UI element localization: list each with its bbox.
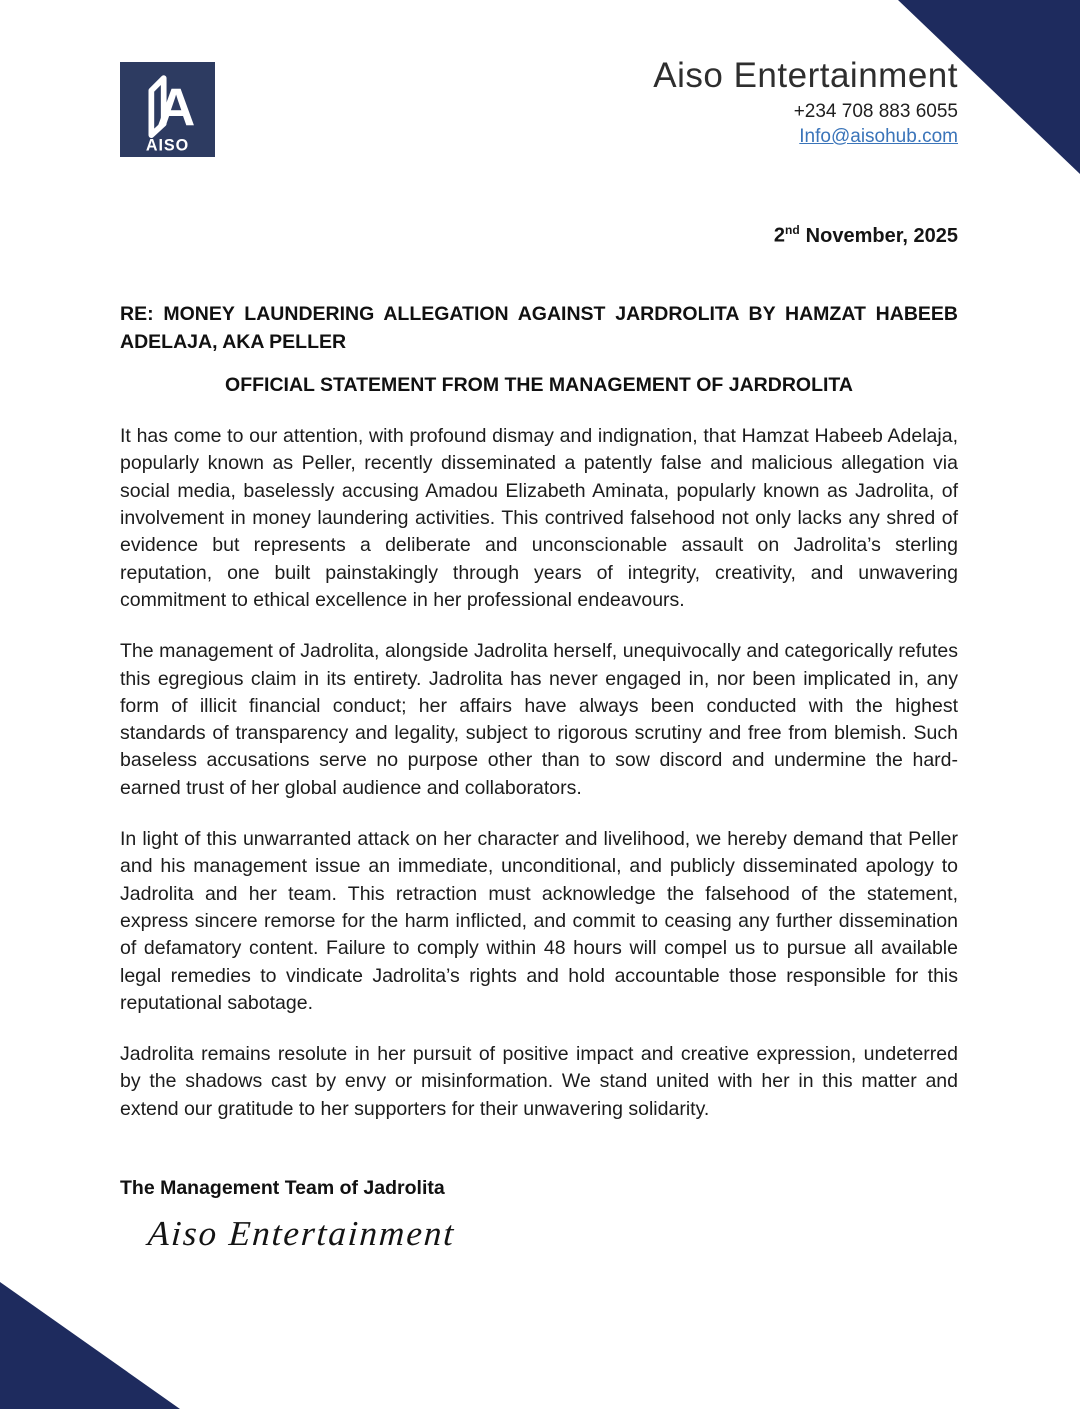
email-row — [653, 126, 958, 148]
logo-letter: A — [156, 78, 196, 138]
logo-wordmark: AISO — [145, 136, 190, 155]
signature-text: Aiso Entertainment — [146, 1214, 457, 1254]
subject-line: RE: MONEY LAUNDERING ALLEGATION AGAINST JARDROLITA BY HAMZAT HABEEB ADELAJA, AKA PELLER — [120, 302, 958, 353]
signature-row — [120, 1200, 958, 1254]
date-ordinal: nd — [785, 223, 800, 237]
letterhead-contact — [653, 56, 958, 148]
letterhead — [120, 56, 958, 157]
paragraph-3: In light of this unwarranted attack on her character and livelihood, we hereby demand that Peller and his management issue an immediate, unconditional, and publicly disseminated apology to Jadrolita and her team. This retraction must acknowledge the falsehood of the statement, express sincere remorse for the harm inflicted, and commit to ceasing any further dissemination of defamatory content. Failure to comply within 48 hours will compel us to pursue all available legal remedies to vindicate Jadrolita’s rights and hold accountable those responsible for this reputational sabotage. — [120, 828, 958, 1014]
paragraph-4: Jadrolita remains resolute in her pursuit of positive impact and creative expression, undeterred by the shadows cast by envy or misinformation. We stand united with her in this matter and extend our gratitude to her supporters for their unwavering solidarity. — [120, 1043, 958, 1120]
paragraph-2: The management of Jadrolita, alongside Jadrolita herself, unequivocally and categorically refutes this egregious claim in its entirety. Jadrolita has never engaged in, nor been implicated in, any form of illicit financial conduct; her affairs have always been conducted with the highest standards of transparency and legality, subject to rigorous scrutiny and free from blemish. Such baseless accusations serve no purpose other than to sow discord and undermine the hard-earned trust of her global audience and collaborators. — [120, 640, 958, 799]
date-month-year: November, 2025 — [805, 224, 958, 247]
letter-date — [120, 223, 958, 248]
paragraph-1: It has come to our attention, with profound dismay and indignation, that Hamzat Habeeb Adelaja, popularly known as Peller, recently disseminated a patently false and malicious allegation via social media, baselessly accusing Amadou Elizabeth Aminata, popularly known as Jadrolita, of involvement in money laundering activities. This contrived falsehood not only lacks any shred of evidence but represents a deliberate and unconscionable assault on Jadrolita’s sterling reputation, one built painstakingly through years of integrity, creativity, and unwavering commitment to ethical excellence in her professional endeavours. — [120, 425, 958, 611]
date-day: 2 — [773, 224, 785, 247]
email-link[interactable]: Info@aisohub.com — [799, 126, 958, 147]
aiso-logo-icon — [120, 62, 215, 157]
statement-title: OFFICIAL STATEMENT FROM THE MANAGEMENT OF JARDROLITA — [225, 374, 853, 397]
phone-number: +234 708 883 6055 — [793, 101, 958, 122]
company-name: Aiso Entertainment — [653, 56, 958, 95]
corner-triangle-bottom-left — [0, 1282, 180, 1409]
closing-team-line: The Management Team of Jadrolita — [120, 1177, 445, 1200]
